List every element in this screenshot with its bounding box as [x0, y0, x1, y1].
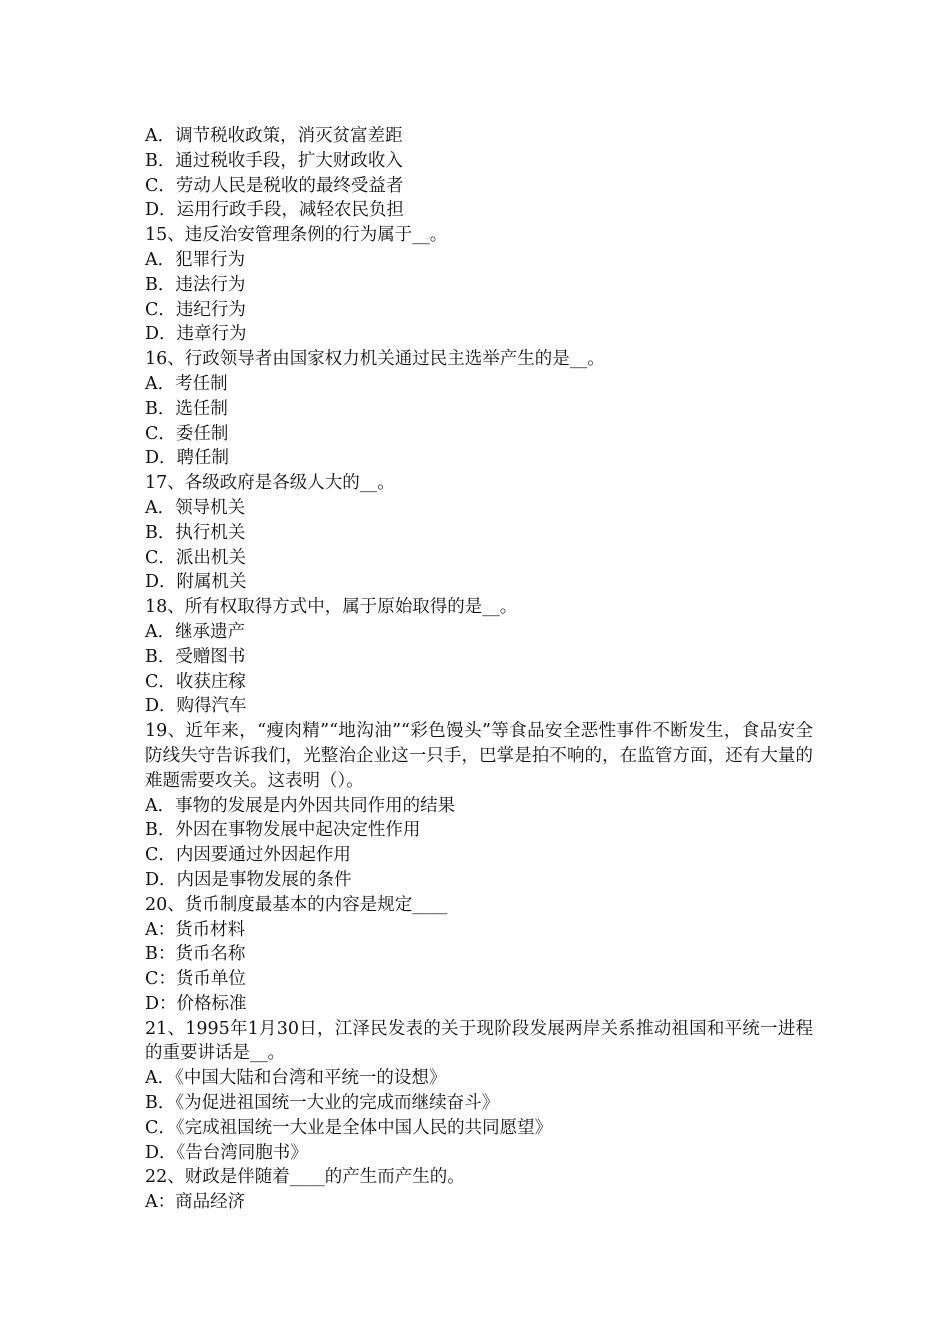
option-d: D．聘任制 — [145, 448, 230, 469]
option-a: A．领导机关 — [145, 497, 246, 518]
question-list — [145, 124, 813, 1215]
option-b: B．选任制 — [145, 398, 228, 419]
option-b: B．违法行为 — [145, 274, 246, 295]
option-c: C：货币单位 — [145, 969, 246, 990]
option-b: B．通过税收手段，扩大财政收入 — [145, 150, 403, 171]
question-20: 20、货币制度最基本的内容是规定____ — [145, 894, 448, 915]
option-b: B．外因在事物发展中起决定性作用 — [145, 820, 421, 841]
question-19: 19、近年来，“瘦肉精”“地沟油”“彩色馒头”等食品安全恶性事件不断发生，食品安全防线失守告诉我们，光整治企业这一只手，巴掌是拍不响的，在监管方面，还有大量的难题需要攻关。这表明（）。 — [145, 721, 813, 791]
option-c: C．《完成祖国统一大业是全体中国人民的共同愿望》 — [145, 1117, 553, 1138]
option-c: C．派出机关 — [145, 547, 246, 568]
option-c: C．劳动人民是税收的最终受益者 — [145, 175, 404, 196]
option-a: A．《中国大陆和台湾和平统一的设想》 — [145, 1068, 447, 1089]
option-a: A．考任制 — [145, 373, 228, 394]
question-22: 22、财政是伴随着____的产生而产生的。 — [145, 1167, 465, 1188]
question-15: 15、违反治安管理条例的行为属于__。 — [145, 225, 448, 246]
question-18: 18、所有权取得方式中，属于原始取得的是__。 — [145, 597, 518, 618]
option-b: B．执行机关 — [145, 522, 246, 543]
option-c: C．委任制 — [145, 423, 229, 444]
question-16: 16、行政领导者由国家权力机关通过民主选举产生的是__。 — [145, 349, 605, 370]
option-d: D．内因是事物发展的条件 — [145, 869, 352, 890]
option-a: A：商品经济 — [145, 1192, 246, 1213]
option-d: D．运用行政手段，减轻农民负担 — [145, 200, 405, 221]
option-b: B：货币名称 — [145, 944, 246, 965]
option-d: D．购得汽车 — [145, 696, 247, 717]
option-a: A．调节税收政策，消灭贫富差距 — [145, 126, 403, 146]
option-b: B．受赠图书 — [145, 646, 246, 667]
option-a: A．继承遗产 — [145, 621, 246, 642]
option-d: D：价格标准 — [145, 993, 247, 1014]
question-17: 17、各级政府是各级人大的__。 — [145, 473, 395, 494]
option-c: C．内因要通过外因起作用 — [145, 845, 351, 866]
option-c: C．违纪行为 — [145, 299, 246, 320]
option-d: D．《告台湾同胞书》 — [145, 1142, 308, 1163]
option-c: C．收获庄稼 — [145, 671, 246, 692]
option-d: D．附属机关 — [145, 572, 247, 593]
option-a: A．事物的发展是内外因共同作用的结果 — [145, 795, 456, 816]
question-21: 21、1995年1月30日，江泽民发表的关于现阶段发展两岸关系推动祖国和平统一进程的重要讲话是__。 — [145, 1018, 813, 1064]
option-b: B．《为促进祖国统一大业的完成而继续奋斗》 — [145, 1093, 500, 1114]
option-a: A．犯罪行为 — [145, 249, 246, 270]
option-d: D．违章行为 — [145, 324, 247, 345]
option-a: A：货币材料 — [145, 919, 246, 940]
